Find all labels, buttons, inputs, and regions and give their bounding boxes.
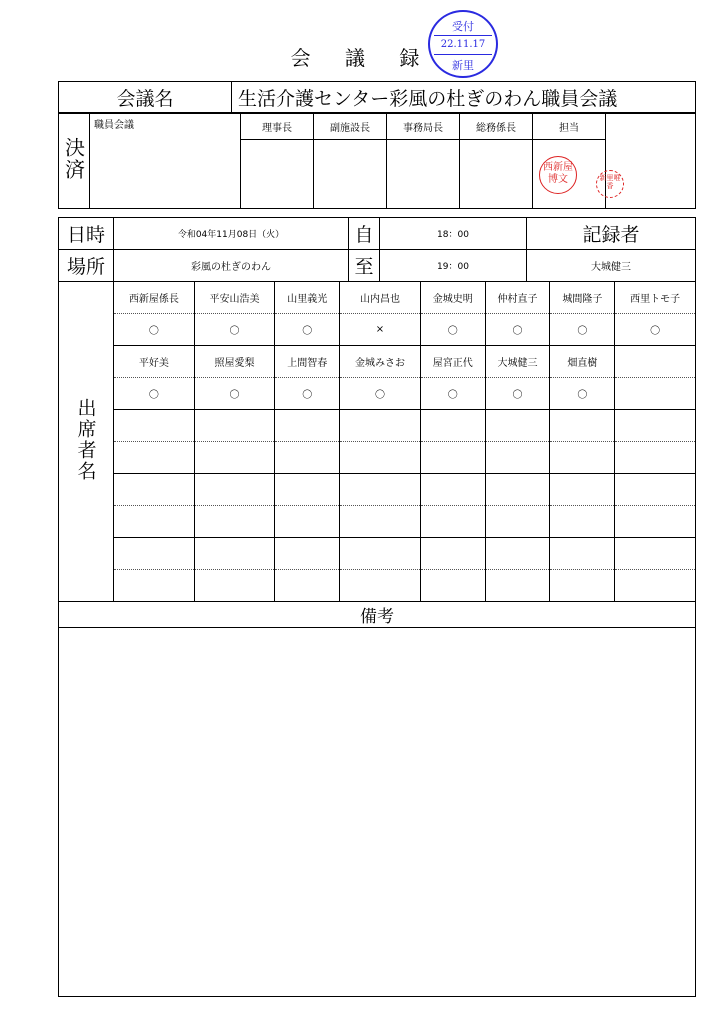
info-table: [58, 217, 696, 282]
attendance-mark-empty: [550, 506, 615, 538]
attendance-mark: 〇: [550, 314, 615, 346]
attendance-mark-empty: [340, 570, 421, 602]
attendance-mark-empty: [114, 442, 195, 474]
remarks-table: [58, 601, 696, 997]
start-time: 18：00: [380, 218, 527, 250]
role-secretariat-head: 事務局長: [387, 114, 460, 140]
attendee-name: [615, 346, 696, 378]
hanko-seal-1: 西新屋博文: [539, 156, 577, 194]
attendee-name: 上間智春: [275, 346, 340, 378]
attendee-name: 金城みさお: [340, 346, 421, 378]
attendee-name-empty: [340, 474, 421, 506]
attendee-name-empty: [194, 410, 275, 442]
receipt-stamp-top: 受付: [452, 20, 474, 33]
attendance-mark: 〇: [194, 314, 275, 346]
attendee-name: 西里トモ子: [615, 282, 696, 314]
attendees-table: [58, 281, 696, 602]
attendance-mark: 〇: [194, 378, 275, 410]
attendee-name: 平好美: [114, 346, 195, 378]
attendee-name-empty: [194, 538, 275, 570]
seal-box-chairman: [241, 140, 314, 209]
remarks-label: 備考: [59, 602, 696, 628]
attendance-mark: 〇: [420, 314, 485, 346]
attendee-name: 大城健三: [485, 346, 550, 378]
approval-label: 決済: [61, 137, 86, 181]
from-label: 自: [349, 218, 380, 250]
attendance-mark-empty: [340, 442, 421, 474]
attendee-name-empty: [275, 538, 340, 570]
end-time: 19：00: [380, 250, 527, 282]
meeting-place: 彩風の杜ぎのわん: [114, 250, 349, 282]
attendance-mark-empty: [420, 506, 485, 538]
remarks-content: [59, 628, 696, 997]
receipt-stamp-bottom: 新里: [452, 59, 474, 72]
attendee-name-empty: [275, 410, 340, 442]
page-title: 会 議 録: [290, 46, 434, 70]
seal-box-vice-director: [314, 140, 387, 209]
attendee-name: 城間隆子: [550, 282, 615, 314]
attendee-name-empty: [114, 474, 195, 506]
attendance-mark-empty: [485, 570, 550, 602]
attendee-name: 畑直樹: [550, 346, 615, 378]
role-general-affairs: 総務係長: [460, 114, 533, 140]
attendance-mark-empty: [420, 442, 485, 474]
role-vice-director: 副施設長: [314, 114, 387, 140]
attendees-label: 出席者名: [74, 397, 97, 482]
attendance-mark-empty: [340, 506, 421, 538]
attendee-name: 平安山浩美: [194, 282, 275, 314]
attendance-mark-empty: [194, 570, 275, 602]
attendee-name-empty: [420, 538, 485, 570]
attendee-name: 山里義光: [275, 282, 340, 314]
attendance-mark: [615, 378, 696, 410]
meeting-date: 令和04年11月08日（火）: [114, 218, 349, 250]
receipt-stamp: [428, 10, 498, 78]
attendance-mark: 〇: [275, 378, 340, 410]
attendee-name: 照屋愛梨: [194, 346, 275, 378]
attendance-mark: 〇: [114, 314, 195, 346]
attendance-mark-empty: [194, 442, 275, 474]
attendee-name-empty: [485, 538, 550, 570]
meeting-name-label: 会議名: [59, 82, 232, 113]
meeting-type: 職員会議: [90, 114, 241, 209]
attendance-mark-empty: [275, 570, 340, 602]
datetime-label: 日時: [59, 218, 114, 250]
attendance-mark: 〇: [275, 314, 340, 346]
attendance-mark-empty: [420, 570, 485, 602]
meeting-name-table: [58, 81, 696, 113]
attendance-mark-empty: [550, 570, 615, 602]
attendee-name-empty: [615, 538, 696, 570]
attendee-name-empty: [420, 474, 485, 506]
attendee-name-empty: [615, 474, 696, 506]
hanko-seal-2: 新里唯香: [596, 170, 624, 198]
attendance-mark-empty: [275, 506, 340, 538]
attendee-name: 仲村直子: [485, 282, 550, 314]
attendee-name-empty: [550, 538, 615, 570]
role-chairman: 理事長: [241, 114, 314, 140]
attendee-name-empty: [114, 538, 195, 570]
attendee-name: 山内昌也: [340, 282, 421, 314]
to-label: 至: [349, 250, 380, 282]
place-label: 場所: [59, 250, 114, 282]
attendee-name-empty: [194, 474, 275, 506]
attendance-mark: 〇: [615, 314, 696, 346]
attendee-name-empty: [275, 474, 340, 506]
attendee-name-empty: [114, 410, 195, 442]
attendance-mark-empty: [615, 570, 696, 602]
attendee-name-empty: [550, 474, 615, 506]
attendance-mark-empty: [615, 506, 696, 538]
attendee-name: 西新屋係長: [114, 282, 195, 314]
attendance-mark-empty: [550, 442, 615, 474]
attendance-mark: ×: [340, 314, 421, 346]
attendee-name: 金城史明: [420, 282, 485, 314]
attendance-mark-empty: [275, 442, 340, 474]
attendance-mark-empty: [615, 442, 696, 474]
attendance-mark: 〇: [550, 378, 615, 410]
attendance-mark-empty: [114, 570, 195, 602]
attendee-name-empty: [550, 410, 615, 442]
recorder-label: 記録者: [527, 218, 696, 250]
seal-box-general-affairs: [460, 140, 533, 209]
attendee-name-empty: [485, 474, 550, 506]
attendance-mark: 〇: [485, 378, 550, 410]
attendance-mark: 〇: [485, 314, 550, 346]
meeting-name-value: 生活介護センター彩風の杜ぎのわん職員会議: [232, 82, 696, 113]
attendee-name-empty: [340, 538, 421, 570]
role-in-charge: 担当: [533, 114, 606, 140]
attendance-mark-empty: [114, 506, 195, 538]
attendee-name-empty: [615, 410, 696, 442]
attendance-mark: 〇: [340, 378, 421, 410]
receipt-stamp-date: 22.11.17: [440, 39, 486, 50]
attendance-mark-empty: [485, 506, 550, 538]
attendee-name-empty: [485, 410, 550, 442]
attendee-name-empty: [420, 410, 485, 442]
attendance-mark: 〇: [420, 378, 485, 410]
recorder-name: 大城健三: [527, 250, 696, 282]
attendance-mark: 〇: [114, 378, 195, 410]
attendance-mark-empty: [194, 506, 275, 538]
attendance-mark-empty: [485, 442, 550, 474]
attendee-name: 屋宮正代: [420, 346, 485, 378]
seal-box-secretariat-head: [387, 140, 460, 209]
attendee-name-empty: [340, 410, 421, 442]
